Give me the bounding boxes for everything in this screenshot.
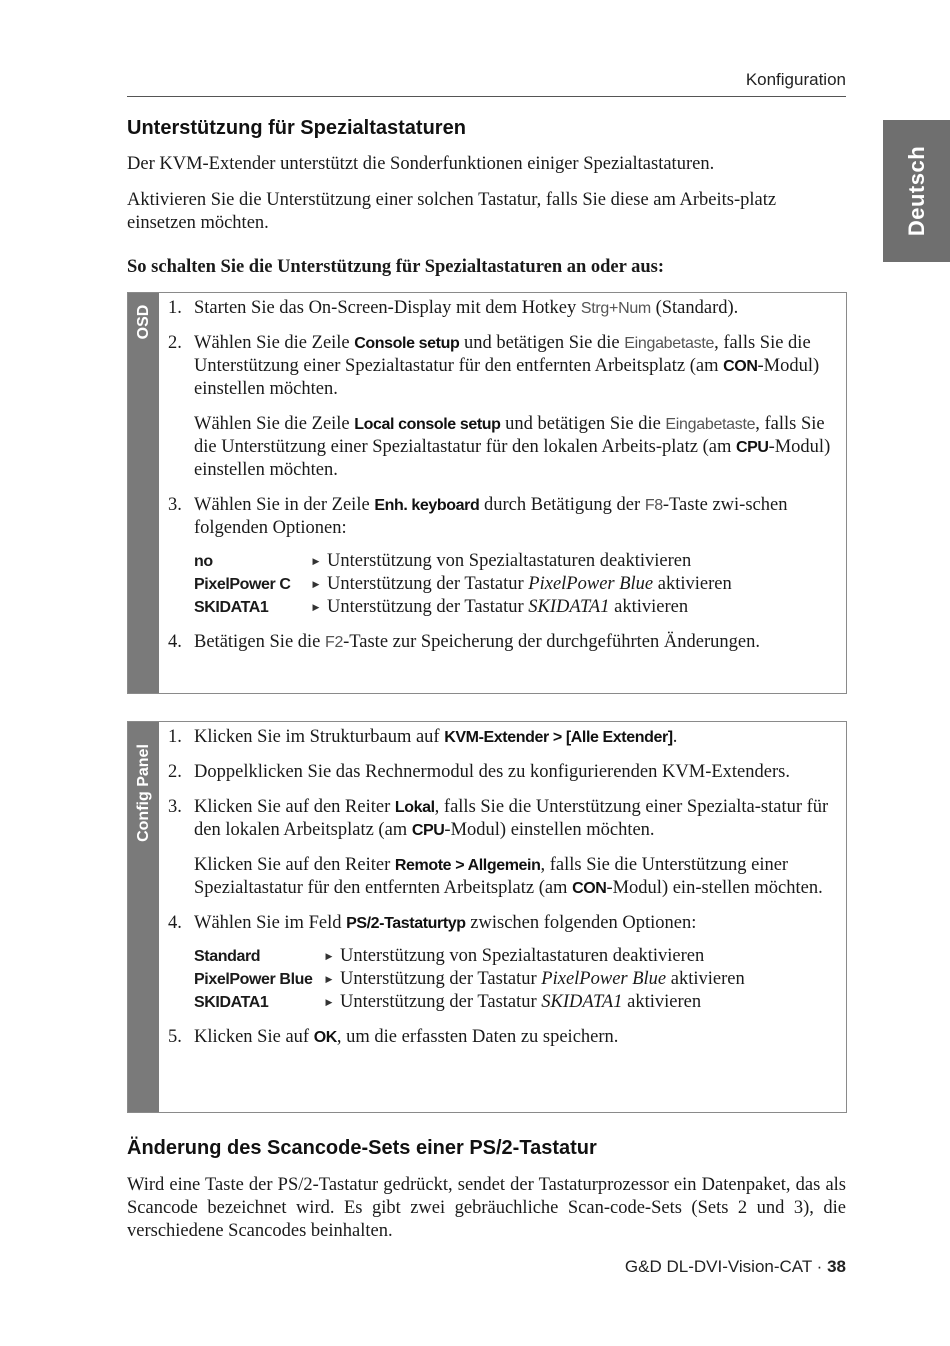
tab-name-text: Remote > Allgemein	[394, 857, 541, 874]
activate-paragraph: Aktivieren Sie die Unterstützung einer solchen Tastatur, falls Sie diese am Arbeits-platz einsetzen möchten.	[127, 190, 777, 233]
osd-step-2	[168, 332, 834, 482]
language-tab	[883, 120, 950, 262]
config-step-3	[168, 796, 834, 900]
option-desc: Unterstützung der Tastatur PixelPower Blue aktivieren	[327, 574, 732, 594]
step-text: durch Betätigung der	[479, 495, 645, 515]
step-text: , falls Sie die Unterstützung einer Spezialtastatur für den entfernten Arbeitsplatz (am	[194, 333, 811, 376]
config-panel-label: Config Panel	[134, 744, 152, 842]
option-key: PixelPower Blue	[194, 971, 313, 988]
osd-step-1	[168, 297, 834, 320]
step-text: Doppelklicken Sie das Rechnermodul des zu konfigurierenden KVM-Extenders.	[194, 762, 790, 782]
module-text: CON	[572, 880, 607, 897]
step-text: , um die erfassten Daten zu speichern.	[336, 1027, 619, 1047]
step-text: -Modul) ein-stellen möchten.	[606, 878, 823, 898]
step-text: Klicken Sie auf den Reiter	[194, 855, 395, 875]
step-text: , falls Sie die Unterstützung einer Spezialtastatur für den lokalen Arbeits-platz (am	[194, 414, 825, 457]
osd-step-2-sub	[194, 413, 834, 482]
option-desc: Unterstützung von Spezialtastaturen deaktivieren	[327, 551, 692, 571]
menu-item-text: Enh. keyboard	[374, 497, 480, 514]
option-row	[194, 550, 732, 573]
arrow-icon: ▶	[312, 602, 320, 612]
key-text: F2	[325, 634, 344, 651]
intro-paragraph: Der KVM-Extender unterstützt die Sonderfunktionen einiger Spezialtastaturen.	[127, 154, 715, 174]
key-text: Eingabetaste	[624, 335, 715, 352]
arrow-icon: ▶	[325, 951, 333, 961]
step-text: Klicken Sie auf	[194, 1027, 314, 1047]
language-tab-label: Deutsch	[903, 145, 929, 237]
step-text: -Taste zur Speicherung der durchgeführten Änderungen.	[343, 632, 760, 652]
section-heading-special-keyboards: Unterstützung für Spezialtastaturen	[127, 117, 466, 139]
osd-step-3	[168, 494, 834, 619]
step-text: Wählen Sie die Zeile	[194, 414, 355, 434]
option-row	[194, 573, 732, 596]
step-text: , falls Sie die Unterstützung einer Spezialta-statur für den lokalen Arbeitsplatz (am	[194, 797, 829, 840]
config-step-2	[168, 761, 834, 784]
arrow-icon: ▶	[312, 579, 320, 589]
step-text: -Taste zwi-schen folgenden Optionen:	[194, 495, 788, 538]
config-panel-instructions-box	[127, 721, 847, 1113]
page-footer	[625, 1257, 846, 1277]
step-number: 4.	[168, 632, 182, 652]
arrow-icon: ▶	[325, 974, 333, 984]
step-text: Wählen Sie die Zeile	[194, 333, 355, 353]
howto-heading: So schalten Sie die Unterstützung für Spezialtastaturen an oder aus:	[127, 257, 665, 277]
menu-path-text: KVM-Extender > [Alle Extender]	[444, 729, 673, 746]
option-key: SKIDATA1	[194, 599, 269, 616]
running-header: Konfiguration	[745, 70, 846, 89]
step-text: und betätigen Sie die	[459, 333, 625, 353]
field-name-text: PS/2-Tastaturtyp	[346, 915, 466, 932]
menu-item-text: Local console setup	[354, 416, 501, 433]
option-desc: Unterstützung von Spezialtastaturen deaktivieren	[340, 946, 705, 966]
step-number: 3.	[168, 495, 182, 515]
step-text: Klicken Sie im Strukturbaum auf	[194, 727, 445, 747]
option-row	[194, 968, 745, 991]
option-desc: Unterstützung der Tastatur SKIDATA1 aktivieren	[340, 992, 702, 1012]
key-text: F8	[644, 497, 663, 514]
config-step-4	[168, 912, 834, 1014]
config-step-5	[168, 1026, 834, 1049]
module-text: CPU	[735, 439, 769, 456]
tab-name-text: Lokal	[394, 799, 435, 816]
option-row	[194, 991, 745, 1014]
step-text: und betätigen Sie die	[500, 414, 666, 434]
step-text: , falls Sie die Unterstützung einer Spezialtastatur für den entfernten Arbeitsplatz (am	[194, 855, 789, 898]
osd-label-bar	[128, 293, 159, 693]
step-text: zwischen folgenden Optionen:	[465, 913, 697, 933]
button-name-text: OK	[313, 1029, 337, 1046]
step-number: 1.	[168, 298, 182, 318]
option-row	[194, 596, 732, 619]
option-key: PixelPower C	[194, 576, 291, 593]
module-text: CON	[723, 358, 758, 375]
page-number: 38	[827, 1257, 846, 1276]
config-panel-label-bar	[128, 722, 159, 1112]
arrow-icon: ▶	[312, 556, 320, 566]
step-text: Wählen Sie im Feld	[194, 913, 347, 933]
step-number: 2.	[168, 762, 182, 782]
step-number: 4.	[168, 913, 182, 933]
key-text: Eingabetaste	[665, 416, 756, 433]
step-number: 1.	[168, 727, 182, 747]
step-number: 3.	[168, 797, 182, 817]
config-step-3-sub	[194, 854, 834, 900]
scancode-paragraph: Wird eine Taste der PS/2-Tastatur gedrückt, sendet der Tastaturprozessor ein Datenpaket, das als Scancode bezeichnet wird. Es gibt zwei gebräuchliche Scan-code-Sets (Sets 2 und 3), die verschiedene Scancodes beinhalten.	[127, 1175, 846, 1241]
step-text: -Modul) einstellen möchten.	[194, 356, 820, 399]
config-step-1	[168, 726, 834, 749]
step-number: 5.	[168, 1027, 182, 1047]
step-text: -Modul) einstellen möchten.	[444, 820, 655, 840]
option-key: SKIDATA1	[194, 994, 269, 1011]
osd-step-4	[168, 631, 834, 654]
step-text: (Standard).	[650, 298, 739, 318]
option-desc: Unterstützung der Tastatur SKIDATA1 aktivieren	[327, 597, 689, 617]
step-text: -Modul) einstellen möchten.	[194, 437, 831, 480]
option-row	[194, 945, 745, 968]
module-text: CPU	[411, 822, 445, 839]
config-options-table	[194, 945, 745, 1014]
hotkey-text: Strg+Num	[580, 300, 651, 317]
step-text: Wählen Sie in der Zeile	[194, 495, 375, 515]
menu-item-text: Console setup	[354, 335, 460, 352]
arrow-icon: ▶	[325, 997, 333, 1007]
option-desc: Unterstützung der Tastatur PixelPower Blue aktivieren	[340, 969, 745, 989]
header-rule	[127, 96, 846, 97]
step-text: Klicken Sie auf den Reiter	[194, 797, 395, 817]
step-text: .	[672, 727, 678, 747]
osd-options-table	[194, 550, 732, 619]
step-text: Starten Sie das On-Screen-Display mit dem Hotkey	[194, 298, 581, 318]
osd-instructions-box	[127, 292, 847, 694]
osd-label: OSD	[134, 304, 152, 340]
footer-product: G&D DL-DVI-Vision-CAT ·	[624, 1257, 828, 1276]
step-text: Betätigen Sie die	[194, 632, 326, 652]
option-key: Standard	[194, 948, 261, 965]
option-key: no	[194, 553, 213, 570]
section-heading-scancode: Änderung des Scancode-Sets einer PS/2-Tastatur	[127, 1137, 597, 1159]
step-number: 2.	[168, 333, 182, 353]
